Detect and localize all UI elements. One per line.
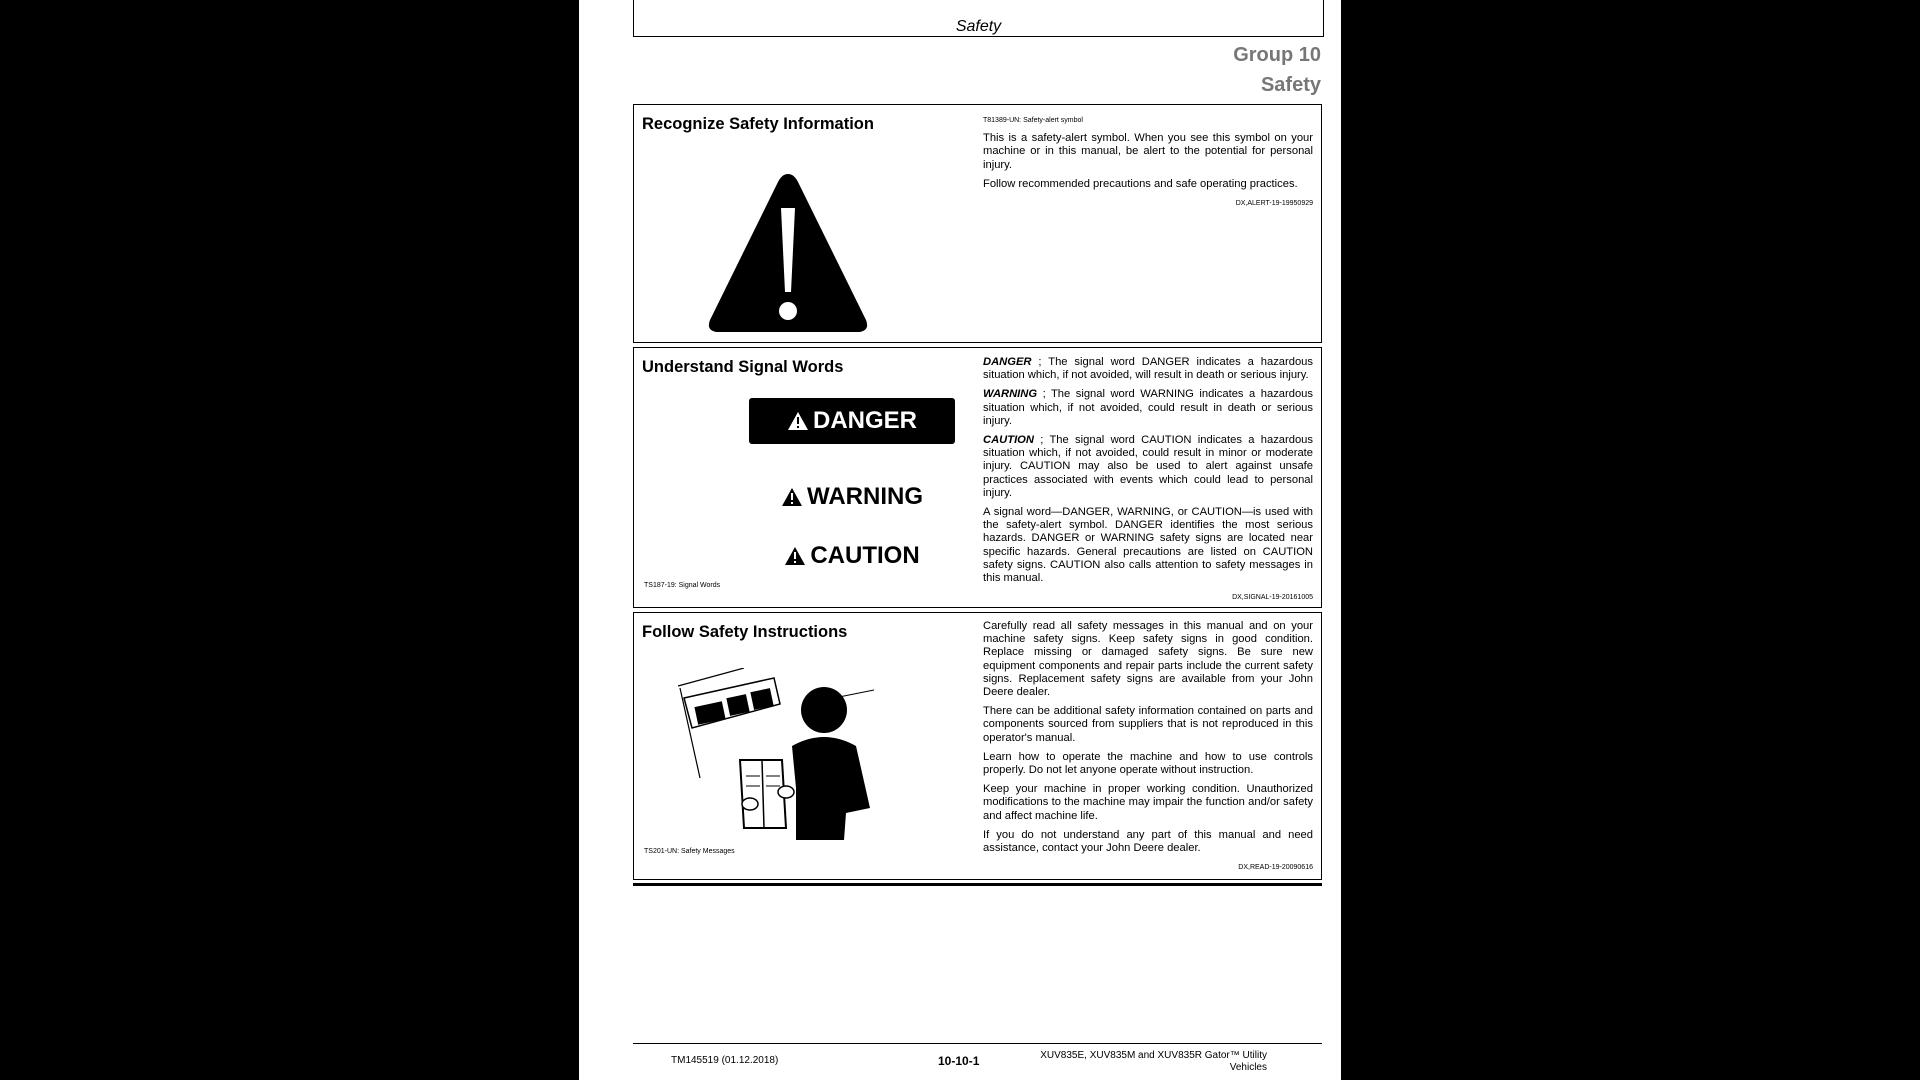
alert-triangle-icon <box>784 546 806 566</box>
term: CAUTION <box>983 434 1034 447</box>
definition-text: ; The signal word WARNING indicates a hazardous situation which, if not avoided, could result in death or serious injury. <box>983 388 1313 427</box>
section-text <box>983 356 1313 604</box>
definition-danger <box>983 356 1313 382</box>
section-recognize-safety-information <box>633 104 1322 343</box>
paragraph: Learn how to operate the machine and how to use controls properly. Do not let anyone operate without instruction. <box>983 750 1313 777</box>
section-end-rule <box>633 883 1322 886</box>
section-understand-signal-words <box>633 347 1322 608</box>
manual-page <box>579 0 1341 1080</box>
term: DANGER <box>983 356 1032 368</box>
paragraph: If you do not understand any part of this manual and need assistance, contact your John Deere dealer. <box>983 828 1313 855</box>
footer-rule <box>633 1043 1322 1044</box>
term: WARNING <box>983 388 1038 401</box>
warning-label: WARNING <box>807 483 923 510</box>
section-follow-safety-instructions <box>633 612 1322 880</box>
footer-product: XUV835E, XUV835M and XUV835R Gator™ Utility Vehicles <box>1040 1050 1267 1073</box>
section-title: Understand Signal Words <box>642 358 844 376</box>
paragraph: There can be additional safety information contained on parts and components sourced from suppliers that is not reproduced in this operator's manual. <box>983 705 1313 744</box>
paragraph: Keep your machine in proper working condition. Unauthorized modifications to the machine may impair the function and/or safety and affect machine life. <box>983 783 1313 822</box>
section-title: Recognize Safety Information <box>642 115 874 133</box>
paragraph: A signal word—DANGER, WARNING, or CAUTION—is used with the safety-alert symbol. DANGER identifies the most serious hazards. DANGER or WARNING safety signs are located near specific hazards. General precautions are listed on CAUTION safety signs. CAUTION also calls attention to safety messages in this manual. <box>983 506 1313 585</box>
definition-text: ; The signal word CAUTION indicates a hazardous situation which, if not avoided, could result in minor or moderate injury. CAUTION may also be used to alert against unsafe practices associated with events which could lead to personal injury. <box>983 434 1313 499</box>
paragraph: Carefully read all safety messages in this manual and on your machine safety signs. Keep safety signs in good condition. Replace missing or damaged safety signs. Be sure new equipment components and repair parts include the current safety signs. Replacement safety signs are available from your John Deere dealer. <box>983 620 1313 699</box>
definition-warning <box>983 388 1313 428</box>
section-text <box>983 620 1313 874</box>
definition-caution <box>983 434 1313 500</box>
section-text <box>983 114 1313 210</box>
running-header-title: Safety <box>955 18 1002 35</box>
paragraph: This is a safety-alert symbol. When you see this symbol on your machine or in this manual, be alert to the potential for personal injury. <box>983 132 1313 171</box>
figure-caption: TS201-UN: Safety Messages <box>644 848 735 855</box>
figure-id: T81389-UN: Safety-alert symbol <box>983 117 1083 124</box>
doc-code: DX,READ-19-20090616 <box>1238 864 1313 872</box>
warning-sign <box>722 483 982 511</box>
doc-code: DX,SIGNAL-19-20161005 <box>1232 594 1313 602</box>
definition-text: ; The signal word DANGER indicates a hazardous situation which, if not avoided, will result in death or serious injury. <box>983 356 1313 382</box>
footer-doc-id: TM145519 (01.12.2018) <box>671 1055 779 1066</box>
group-number: Group 10 <box>1233 44 1321 66</box>
danger-label: DANGER <box>812 407 917 434</box>
caution-sign <box>722 542 982 570</box>
caution-label: CAUTION <box>810 542 920 569</box>
section-title: Follow Safety Instructions <box>642 623 848 641</box>
person-reading-manual-icon <box>674 668 904 843</box>
danger-sign <box>749 398 955 444</box>
paragraph: Follow recommended precautions and safe operating practices. <box>983 177 1298 190</box>
running-header <box>633 0 1324 37</box>
safety-alert-symbol-icon <box>698 170 878 340</box>
figure-caption: TS187-19: Signal Words <box>644 582 721 589</box>
group-name: Safety <box>1260 74 1321 96</box>
alert-triangle-icon <box>787 411 809 431</box>
footer-page-number: 10-10-1 <box>938 1054 980 1068</box>
doc-code: DX,ALERT-19-19950929 <box>1235 200 1313 208</box>
alert-triangle-icon <box>781 487 803 507</box>
